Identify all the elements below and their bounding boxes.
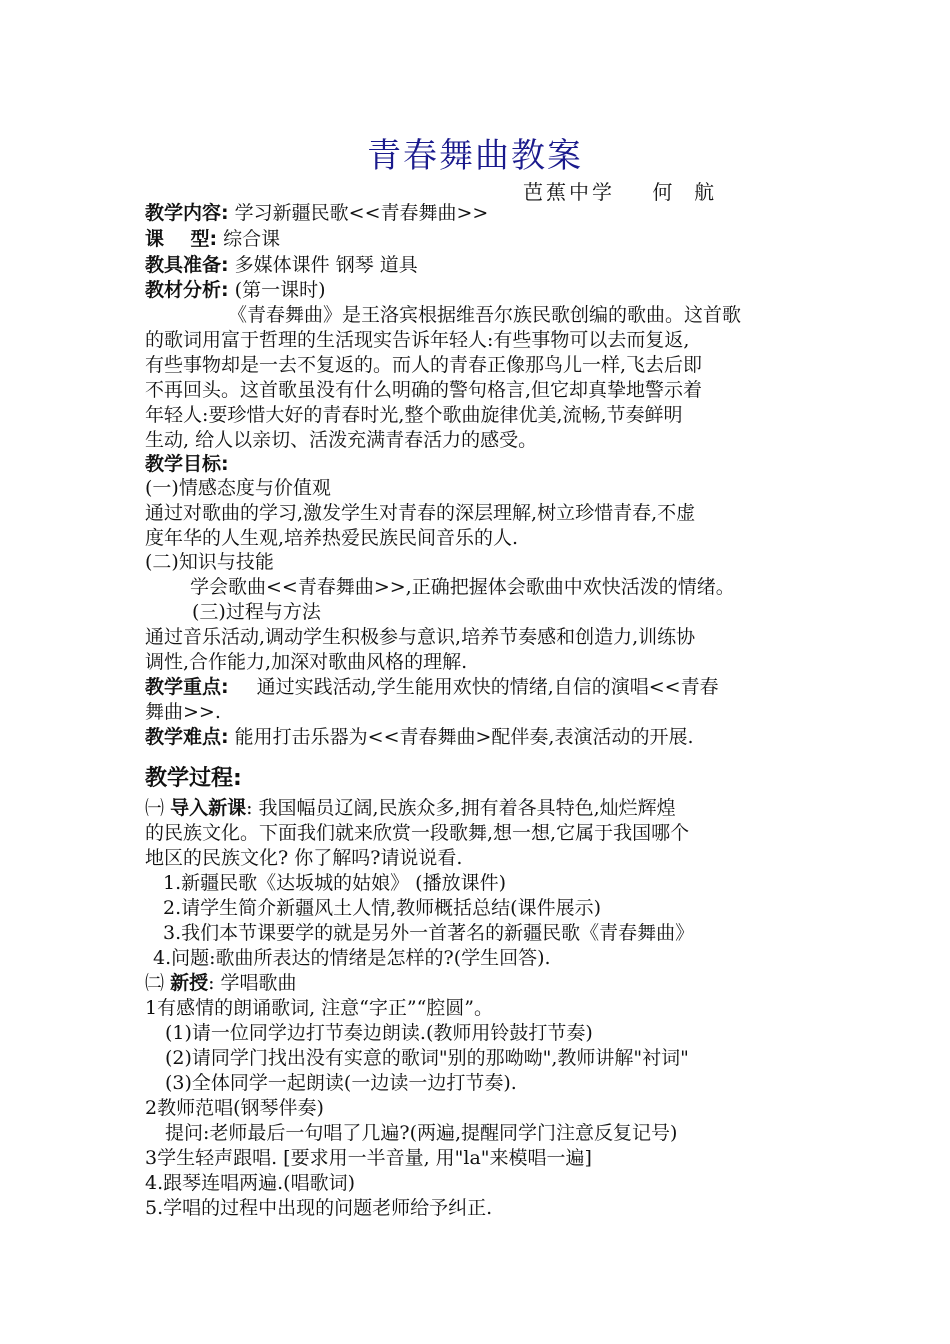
- new-line: 4.跟琴连唱两遍.(唱歌词): [145, 1172, 355, 1194]
- intro-step: 1.新疆民歌《达坂城的姑娘》 (播放课件): [163, 872, 506, 894]
- goal3-line: 通过音乐活动,调动学生积极参与意识,培养节奏感和创造力,训练协: [145, 626, 696, 648]
- content-value: 学习新疆民歌<<青春舞曲>>: [234, 202, 489, 224]
- goal1-line: 通过对歌曲的学习,激发学生对青春的深层理解,树立珍惜青春,不虚: [145, 502, 696, 524]
- intro-line: : 我国幅员辽阔,民族众多,拥有着各具特色,灿烂辉煌: [246, 797, 676, 819]
- key-row: [145, 674, 719, 700]
- new-line: (2)请同学门找出没有实意的歌词"别的那呦呦",教师讲解"衬词": [165, 1047, 689, 1069]
- analysis-line: 不再回头。这首歌虽没有什么明确的警句格言,但它却真挚地警示着: [145, 379, 703, 401]
- difficulty-value: 能用打击乐器为<<青春舞曲>配伴奏,表演活动的开展.: [234, 726, 694, 748]
- intro-step: 3.我们本节课要学的就是另外一首著名的新疆民歌《青春舞曲》: [163, 922, 695, 944]
- analysis-label: 教材分析:: [145, 279, 229, 301]
- analysis-line: 生动, 给人以亲切、活泼充满青春活力的感受。: [145, 429, 538, 451]
- type-value: 综合课: [223, 228, 281, 250]
- goal2-title: (二)知识与技能: [145, 551, 274, 573]
- type-row: [145, 226, 280, 252]
- tools-value: 多媒体课件 钢琴 道具: [234, 254, 418, 276]
- key-label: 教学重点:: [145, 676, 229, 698]
- analysis-line: 《青春舞曲》是王洛宾根据维吾尔族民歌创编的歌曲。这首歌: [228, 304, 742, 326]
- tools-row: [145, 252, 418, 278]
- intro-row: [145, 795, 676, 821]
- author-line: 芭蕉中学 何 航: [523, 180, 718, 204]
- difficulty-row: [145, 724, 694, 750]
- goal3-line: 调性,合作能力,加深对歌曲风格的理解.: [145, 651, 468, 673]
- intro-label: 导入新课: [170, 797, 247, 819]
- difficulty-label: 教学难点:: [145, 726, 229, 748]
- content-label: 教学内容:: [145, 202, 229, 224]
- document-title: 青春舞曲教案: [367, 136, 583, 176]
- new-line: (3)全体同学一起朗读(一边读一边打节奏).: [165, 1072, 517, 1094]
- new-line: (1)请一位同学边打节奏边朗读.(教师用铃鼓打节奏): [165, 1022, 593, 1044]
- analysis-line: 年轻人:要珍惜大好的青春时光,整个歌曲旋律优美,流畅,节奏鲜明: [145, 404, 683, 426]
- tools-label: 教具准备:: [145, 254, 229, 276]
- analysis-line: 有些事物却是一去不复返的。而人的青春正像那鸟儿一样,飞去后即: [145, 354, 703, 376]
- intro-step: 4.问题:歌曲所表达的情绪是怎样的?(学生回答).: [153, 947, 551, 969]
- goal1-line: 度年华的人生观,培养热爱民族民间音乐的人.: [145, 527, 519, 549]
- type-label: 课 型:: [145, 228, 218, 250]
- new-line: 3学生轻声跟唱. [要求用一半音量, 用"la"来模唱一遍]: [145, 1147, 592, 1169]
- intro-line: 地区的民族文化? 你了解吗?请说说看.: [145, 847, 463, 869]
- new-line: 提问:老师最后一句唱了几遍?(两遍,提醒同学门注意反复记号): [165, 1122, 678, 1144]
- key-line: 通过实践活动,学生能用欢快的情绪,自信的演唱<<青春: [256, 676, 719, 698]
- new-row: [145, 970, 297, 996]
- goals-label: 教学目标:: [145, 453, 229, 475]
- process-heading: 教学过程:: [145, 766, 242, 791]
- analysis-value: (第一课时): [234, 279, 326, 301]
- key-line: 舞曲>>.: [145, 701, 221, 723]
- intro-line: 的民族文化。下面我们就来欣赏一段歌舞,想一想,它属于我国哪个: [145, 822, 690, 844]
- content-row: [145, 200, 488, 226]
- new-value: : 学唱歌曲: [208, 972, 297, 994]
- intro-mark: ㈠: [145, 797, 165, 819]
- new-line: 1有感情的朗诵歌词, 注意“字正”“腔圆”。: [145, 997, 494, 1019]
- new-mark: ㈡: [145, 972, 165, 994]
- analysis-row: [145, 277, 325, 303]
- new-label: 新授: [170, 972, 209, 994]
- goal1-title: (一)情感态度与价值观: [145, 477, 331, 499]
- new-line: 5.学唱的过程中出现的问题老师给予纠正.: [145, 1197, 493, 1219]
- goal2-line: 学会歌曲<<青春舞曲>>,正确把握体会歌曲中欢快活泼的情绪。: [190, 576, 735, 598]
- analysis-line: 的歌词用富于哲理的生活现实告诉年轻人:有些事物可以去而复返,: [145, 329, 690, 351]
- new-line: 2教师范唱(钢琴伴奏): [145, 1097, 324, 1119]
- goal3-title: (三)过程与方法: [192, 601, 321, 623]
- intro-step: 2.请学生简介新疆风土人情,教师概括总结(课件展示): [163, 897, 601, 919]
